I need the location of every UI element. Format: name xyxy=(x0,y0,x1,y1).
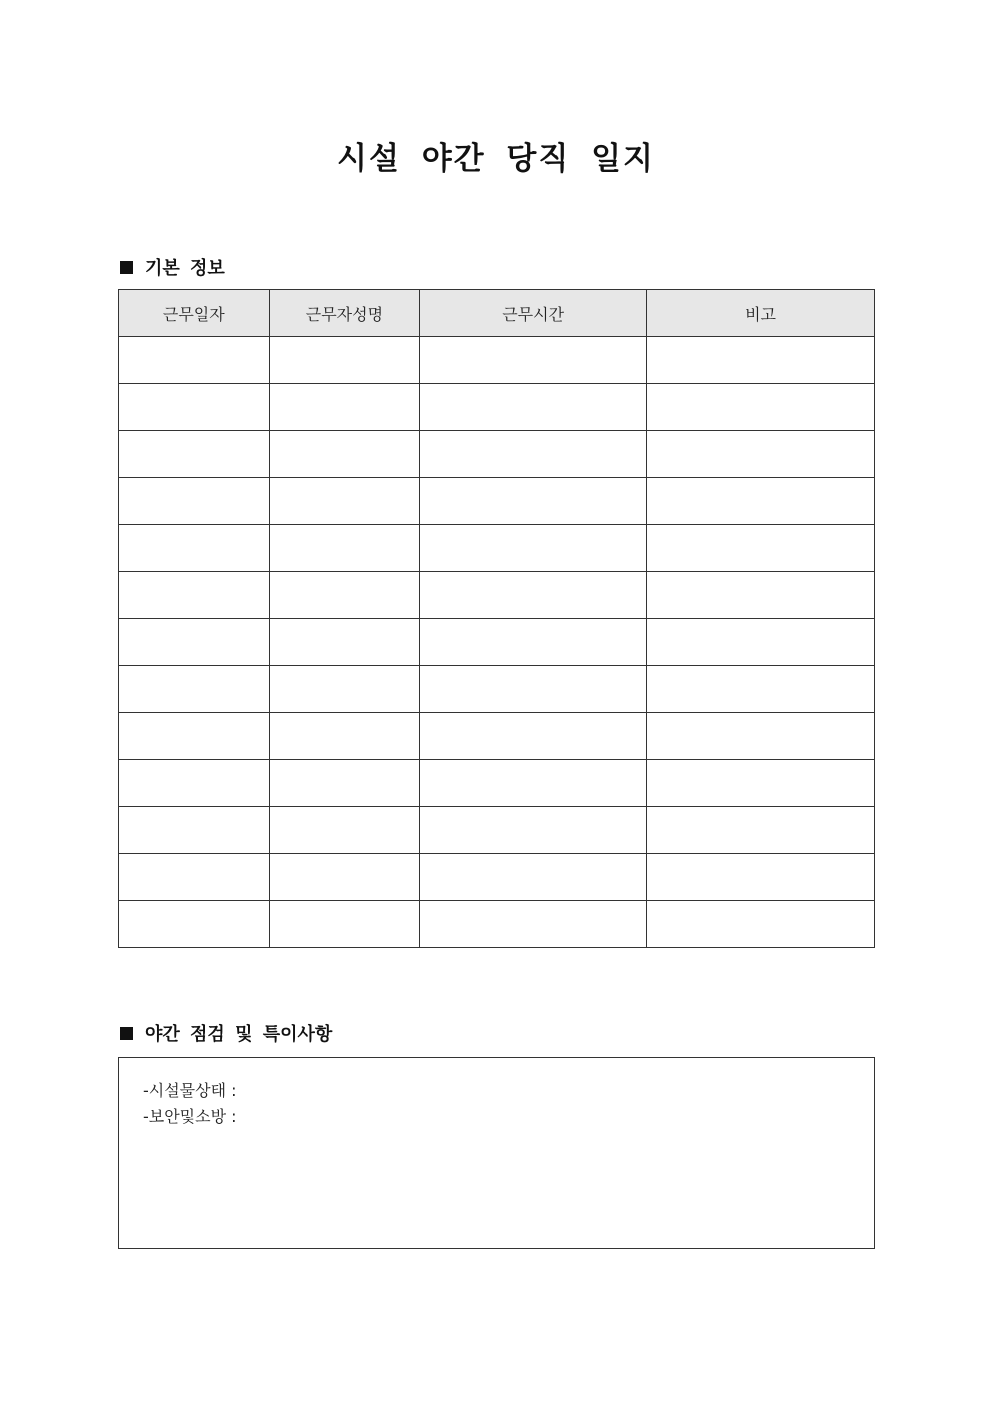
cell-work-date[interactable] xyxy=(119,478,270,525)
table-row xyxy=(119,337,875,384)
cell-worker-name[interactable] xyxy=(269,525,420,572)
table-row xyxy=(119,384,875,431)
square-bullet-icon xyxy=(120,261,133,274)
column-header-worker-name: 근무자성명 xyxy=(269,290,420,337)
cell-remarks[interactable] xyxy=(647,619,875,666)
cell-worker-name[interactable] xyxy=(269,337,420,384)
table-row xyxy=(119,666,875,713)
cell-work-hours[interactable] xyxy=(420,854,647,901)
cell-remarks[interactable] xyxy=(647,478,875,525)
section-heading-night-inspection xyxy=(120,1020,332,1046)
cell-work-date[interactable] xyxy=(119,384,270,431)
table-row xyxy=(119,807,875,854)
cell-remarks[interactable] xyxy=(647,666,875,713)
table-row xyxy=(119,431,875,478)
cell-remarks[interactable] xyxy=(647,572,875,619)
cell-remarks[interactable] xyxy=(647,713,875,760)
cell-work-hours[interactable] xyxy=(420,760,647,807)
cell-work-date[interactable] xyxy=(119,431,270,478)
section-heading-label: 야간 점검 및 특이사항 xyxy=(145,1024,333,1045)
column-header-work-hours: 근무시간 xyxy=(420,290,647,337)
cell-worker-name[interactable] xyxy=(269,807,420,854)
cell-work-date[interactable] xyxy=(119,619,270,666)
cell-work-hours[interactable] xyxy=(420,384,647,431)
cell-work-date[interactable] xyxy=(119,525,270,572)
column-header-work-date: 근무일자 xyxy=(119,290,270,337)
cell-worker-name[interactable] xyxy=(269,478,420,525)
cell-remarks[interactable] xyxy=(647,760,875,807)
cell-remarks[interactable] xyxy=(647,901,875,948)
cell-remarks[interactable] xyxy=(647,337,875,384)
basic-info-table xyxy=(118,289,875,948)
cell-work-date[interactable] xyxy=(119,713,270,760)
cell-work-date[interactable] xyxy=(119,572,270,619)
cell-remarks[interactable] xyxy=(647,384,875,431)
cell-work-hours[interactable] xyxy=(420,901,647,948)
square-bullet-icon xyxy=(120,1027,133,1040)
table-row xyxy=(119,572,875,619)
table-row xyxy=(119,478,875,525)
section-heading-basic-info xyxy=(120,254,225,280)
page-title: 시설 야간 당직 일지 xyxy=(337,141,655,177)
cell-work-hours[interactable] xyxy=(420,619,647,666)
cell-worker-name[interactable] xyxy=(269,431,420,478)
cell-work-hours[interactable] xyxy=(420,713,647,760)
cell-remarks[interactable] xyxy=(647,431,875,478)
cell-remarks[interactable] xyxy=(647,854,875,901)
cell-worker-name[interactable] xyxy=(269,901,420,948)
table-row xyxy=(119,525,875,572)
cell-work-hours[interactable] xyxy=(420,478,647,525)
cell-worker-name[interactable] xyxy=(269,572,420,619)
cell-work-hours[interactable] xyxy=(420,572,647,619)
cell-worker-name[interactable] xyxy=(269,854,420,901)
table-row xyxy=(119,760,875,807)
cell-worker-name[interactable] xyxy=(269,760,420,807)
table-row xyxy=(119,619,875,666)
cell-work-date[interactable] xyxy=(119,337,270,384)
table-header-row xyxy=(119,290,875,337)
cell-remarks[interactable] xyxy=(647,525,875,572)
table-row xyxy=(119,854,875,901)
cell-work-hours[interactable] xyxy=(420,525,647,572)
column-header-remarks: 비고 xyxy=(647,290,875,337)
cell-work-date[interactable] xyxy=(119,666,270,713)
note-line-facility-status: -시설물상태 : xyxy=(143,1081,237,1100)
cell-worker-name[interactable] xyxy=(269,713,420,760)
note-line-security-fire: -보안및소방 : xyxy=(143,1107,237,1126)
cell-worker-name[interactable] xyxy=(269,384,420,431)
cell-work-hours[interactable] xyxy=(420,807,647,854)
table-row xyxy=(119,713,875,760)
cell-work-date[interactable] xyxy=(119,807,270,854)
cell-remarks[interactable] xyxy=(647,807,875,854)
cell-worker-name[interactable] xyxy=(269,619,420,666)
cell-work-hours[interactable] xyxy=(420,431,647,478)
cell-work-date[interactable] xyxy=(119,854,270,901)
cell-work-hours[interactable] xyxy=(420,666,647,713)
cell-work-date[interactable] xyxy=(119,901,270,948)
cell-work-hours[interactable] xyxy=(420,337,647,384)
cell-work-date[interactable] xyxy=(119,760,270,807)
cell-worker-name[interactable] xyxy=(269,666,420,713)
night-inspection-notes-box[interactable] xyxy=(118,1057,875,1249)
section-heading-label: 기본 정보 xyxy=(145,258,225,279)
table-row xyxy=(119,901,875,948)
